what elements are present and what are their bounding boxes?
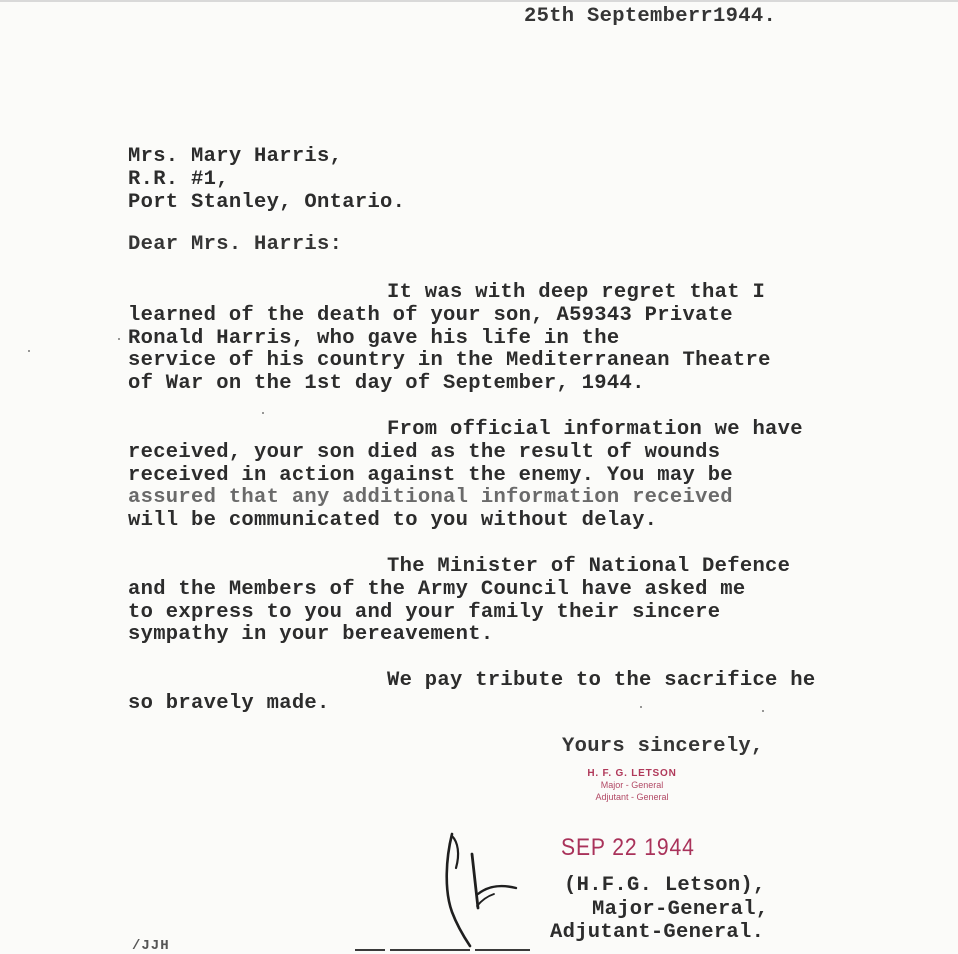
recipient-route: R.R. #1, [128, 168, 229, 191]
received-date-stamp: SEP 22 1944 [561, 834, 695, 861]
paragraph-line: service of his country in the Mediterranean Theatre [128, 349, 771, 373]
stamp-officer-title: Adjutant - General [595, 792, 669, 802]
paragraph-line: to express to you and your family their sincere [128, 600, 721, 624]
scan-edge-mark [355, 949, 385, 951]
paragraph-line: It was with deep regret that I [387, 281, 766, 304]
signatory-title: Adjutant-General. [550, 921, 765, 944]
paper-speck [118, 338, 120, 340]
paper-speck [640, 706, 642, 708]
paragraph-condolence [128, 282, 868, 396]
officer-stamp [562, 768, 702, 803]
scan-edge-mark [390, 949, 470, 951]
paragraph-line: so bravely made. [128, 691, 330, 715]
recipient-name: Mrs. Mary Harris, [128, 145, 343, 168]
salutation: Dear Mrs. Harris: [128, 233, 343, 256]
paragraph-tribute [128, 670, 868, 716]
typist-reference: /JJH [132, 938, 170, 954]
paper-speck [762, 710, 764, 712]
scan-edge-mark [475, 949, 530, 951]
paragraph-line: sympathy in your bereavement. [128, 623, 494, 647]
stamp-officer-name: H. F. G. LETSON [587, 768, 677, 779]
letter-date: 25th Septemberr1944. [524, 5, 777, 28]
paragraph-line: Ronald Harris, who gave his life in the [128, 326, 620, 350]
page-top-edge [0, 0, 958, 2]
closing: Yours sincerely, [562, 735, 764, 758]
paragraph-line: received in action against the enemy. You may be [128, 463, 733, 487]
paragraph-line: assured that any additional information received [128, 486, 733, 510]
signatory-name: (H.F.G. Letson), [564, 874, 766, 897]
paragraph-line: will be communicated to you without delay. [128, 509, 658, 533]
paragraph-line: received, your son died as the result of wounds [128, 440, 721, 464]
paper-speck [262, 412, 264, 414]
paragraph-line: and the Members of the Army Council have asked me [128, 577, 746, 601]
paper-speck [28, 350, 30, 352]
paragraph-line: We pay tribute to the sacrifice he [387, 669, 816, 692]
paragraph-sympathy [128, 556, 868, 647]
paragraph-line: learned of the death of your son, A59343 Private [128, 303, 733, 327]
stamp-officer-rank: Major - General [600, 780, 664, 790]
paragraph-line: The Minister of National Defence [387, 555, 791, 578]
handwritten-signature [430, 828, 530, 950]
signatory-rank: Major-General, [592, 898, 769, 921]
paragraph-information [128, 419, 868, 533]
paragraph-line: of War on the 1st day of September, 1944. [128, 372, 645, 396]
recipient-city: Port Stanley, Ontario. [128, 191, 406, 214]
paragraph-line: From official information we have [387, 418, 803, 441]
